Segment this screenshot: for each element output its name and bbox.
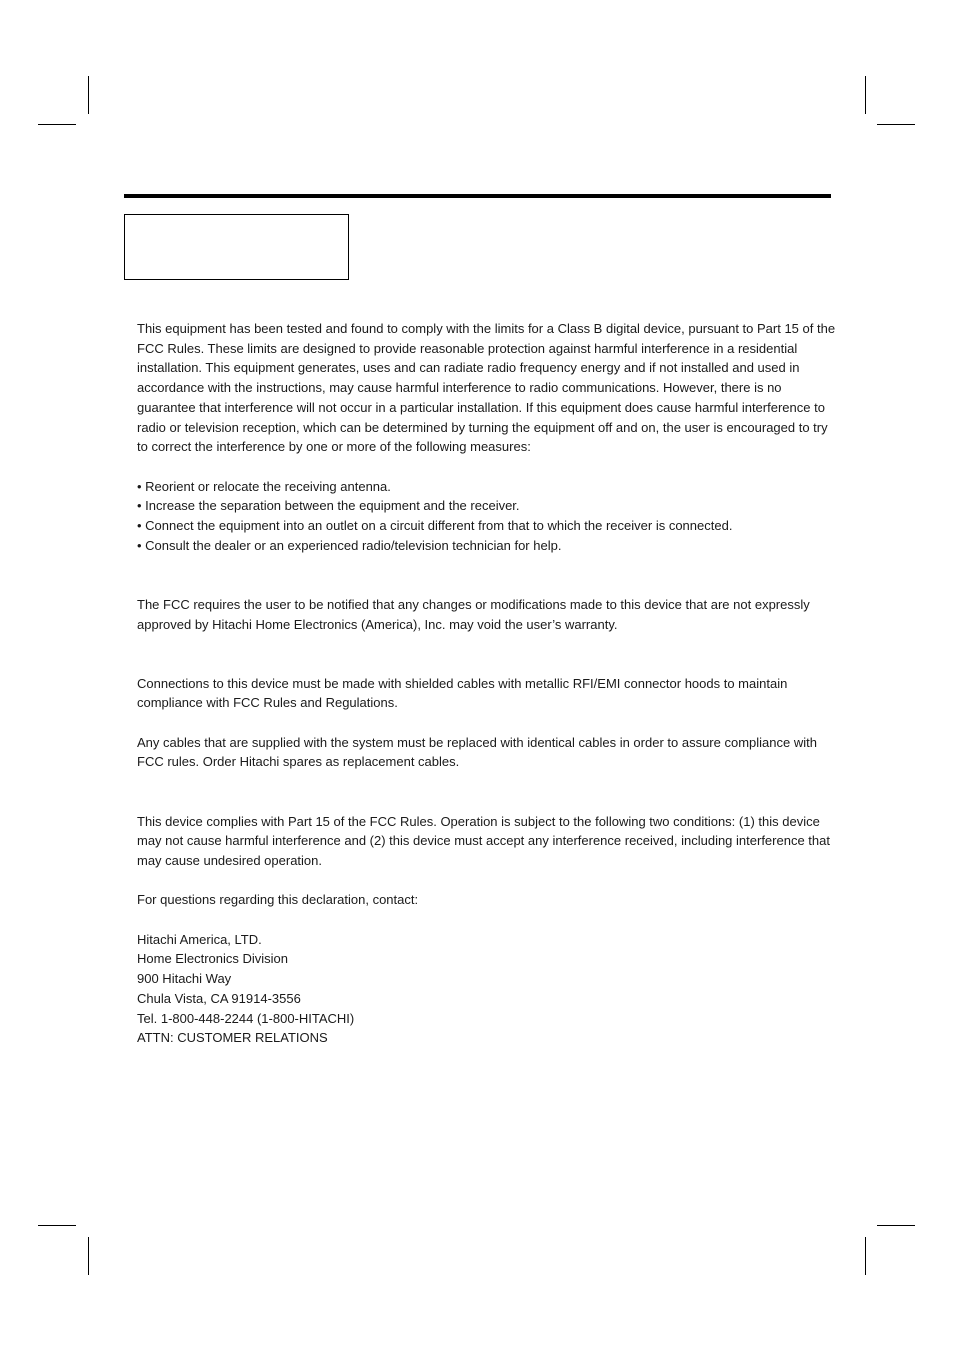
address-line: Home Electronics Division bbox=[137, 951, 288, 967]
list-item: • Connect the equipment into an outlet on a circuit different from that to which the receiver is connected. bbox=[137, 516, 837, 536]
title-box bbox=[124, 214, 349, 280]
address-line: Hitachi America, LTD. bbox=[137, 931, 262, 947]
address-line: Tel. 1-800-448-2244 (1-800-HITACHI) bbox=[137, 1010, 355, 1026]
crop-mark-bottom-right-vertical bbox=[865, 1237, 866, 1275]
address-line: Chula Vista, CA 91914-3556 bbox=[137, 990, 301, 1006]
crop-mark-bottom-left-horizontal bbox=[38, 1225, 76, 1226]
crop-mark-top-right-horizontal bbox=[877, 124, 915, 125]
crop-mark-top-right-vertical bbox=[865, 76, 866, 114]
list-item: • Consult the dealer or an experienced radio/television technician for help. bbox=[137, 536, 837, 556]
address-line: 900 Hitachi Way bbox=[137, 971, 232, 987]
crop-mark-bottom-right-horizontal bbox=[877, 1225, 915, 1226]
crop-mark-top-left-horizontal bbox=[38, 124, 76, 125]
fcc-statement-body: This equipment has been tested and found to comply with the limits for a Class B digital device, pursuant to Part 15 of the FCC Rules. These limits are designed to provide reasonable protection against harmful interference in a residential installation. This equipment generates, uses and can radiate radio frequency energy and if not installed and used in accordance with the instructions, may cause harmful interference to radio communications. However, there is no guarantee that interference will not occur in a particular installation. If this equipment does cause harmful interference to radio or television reception, which can be determined by turning the equipment off and on, the user is encouraged to try to correct the interference by one or more of the following measures: bbox=[137, 321, 836, 455]
contact-address bbox=[137, 930, 837, 1048]
cables-body-2: Any cables that are supplied with the system must be replaced with identical cables in order to assure compliance with FCC rules. Order Hitachi spares as replacement cables. bbox=[137, 734, 817, 770]
cables-body-1: Connections to this device must be made with shielded cables with metallic RFI/EMI connector hoods to maintain compliance with FCC Rules and Regulations. bbox=[137, 675, 788, 711]
measures-list bbox=[137, 477, 837, 556]
declaration-body: This device complies with Part 15 of the FCC Rules. Operation is subject to the following two conditions: (1) this device may not cause harmful interference and (2) this device must accept any interference received, including interference that may cause undesired operation. bbox=[137, 813, 830, 868]
modifications-body: The FCC requires the user to be notified that any changes or modifications made to this device that are not expressly approved by Hitachi Home Electronics (America), Inc. may void the user’s warranty. bbox=[137, 596, 810, 632]
header-rule bbox=[124, 194, 831, 198]
address-line: ATTN: CUSTOMER RELATIONS bbox=[137, 1030, 328, 1046]
list-item: • Reorient or relocate the receiving antenna. bbox=[137, 477, 837, 497]
crop-mark-bottom-left-vertical bbox=[88, 1237, 89, 1275]
crop-mark-top-left-vertical bbox=[88, 76, 89, 114]
list-item: • Increase the separation between the equipment and the receiver. bbox=[137, 496, 837, 516]
document-content bbox=[137, 319, 837, 1048]
contact-intro: For questions regarding this declaration, contact: bbox=[137, 892, 419, 908]
